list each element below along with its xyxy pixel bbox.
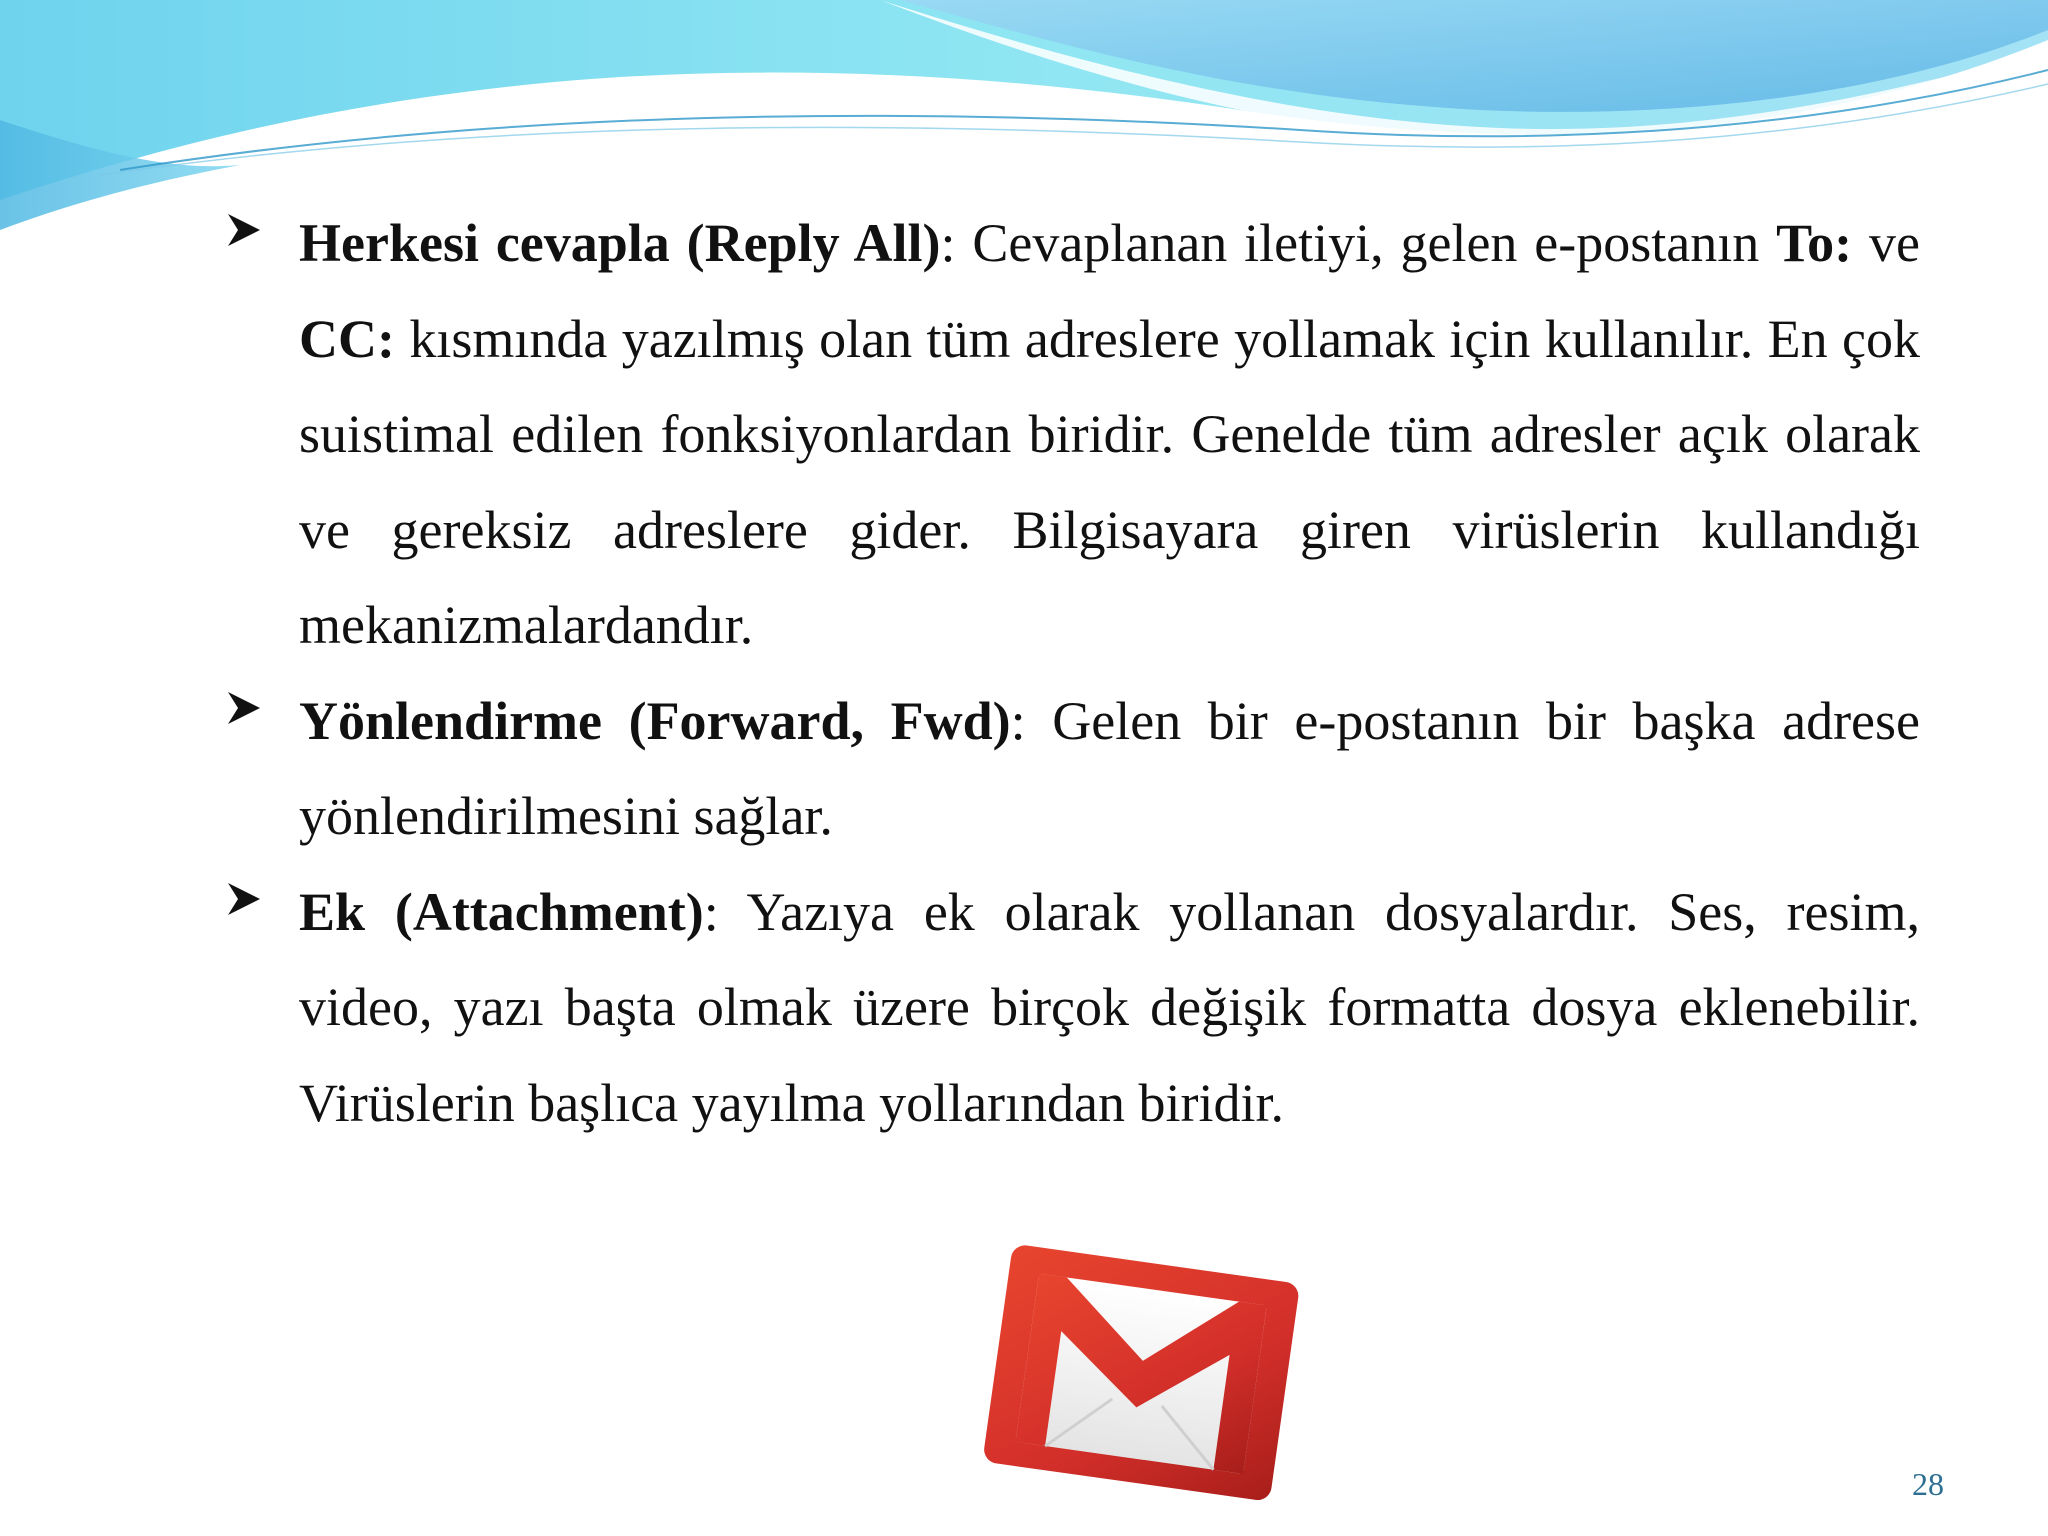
term-forward: Yönlendirme (Forward, Fwd) — [299, 690, 1011, 751]
arrowhead-bullet-icon — [224, 688, 264, 728]
list-item-attachment — [224, 865, 1920, 1152]
list-item-reply-all — [224, 196, 1920, 674]
list-item-forward — [224, 674, 1920, 865]
bullet-list — [224, 196, 1920, 1151]
arrowhead-bullet-icon — [224, 210, 264, 250]
list-item-text: Yönlendirme (Forward, Fwd): Gelen bir e-postanın bir başka adrese yönlendirilmesini sağlar. — [299, 690, 1920, 846]
page-number: 28 — [1912, 1466, 1944, 1502]
bold-to: To: — [1776, 213, 1853, 273]
list-item-text: Herkesi cevapla (Reply All): Cevaplanan iletiyi, gelen e-postanın To: ve CC: kısmında yazılmış olan tüm adreslere yollamak için kullanılır. En çok suistimal edilen fonksiyonlardan biridir. Genelde tüm adresler açık olarak ve gereksiz adreslere gider. Bilgisayara giren virüslerin kullandığı mekanizmalardandır. — [299, 213, 1920, 655]
term-attachment: Ek (Attachment) — [299, 881, 704, 942]
arrowhead-bullet-icon — [224, 879, 264, 919]
gmail-envelope-icon — [956, 1232, 1316, 1516]
bold-cc: CC: — [299, 308, 395, 369]
list-item-text: Ek (Attachment): Yazıya ek olarak yollanan dosyalardır. Ses, resim, video, yazı başta olmak üzere birçok değişik formatta dosya eklenebilir. Virüslerin başlıca yayılma yollarından biridir. — [299, 881, 1920, 1133]
term-reply-all: Herkesi cevapla (Reply All) — [299, 213, 941, 273]
